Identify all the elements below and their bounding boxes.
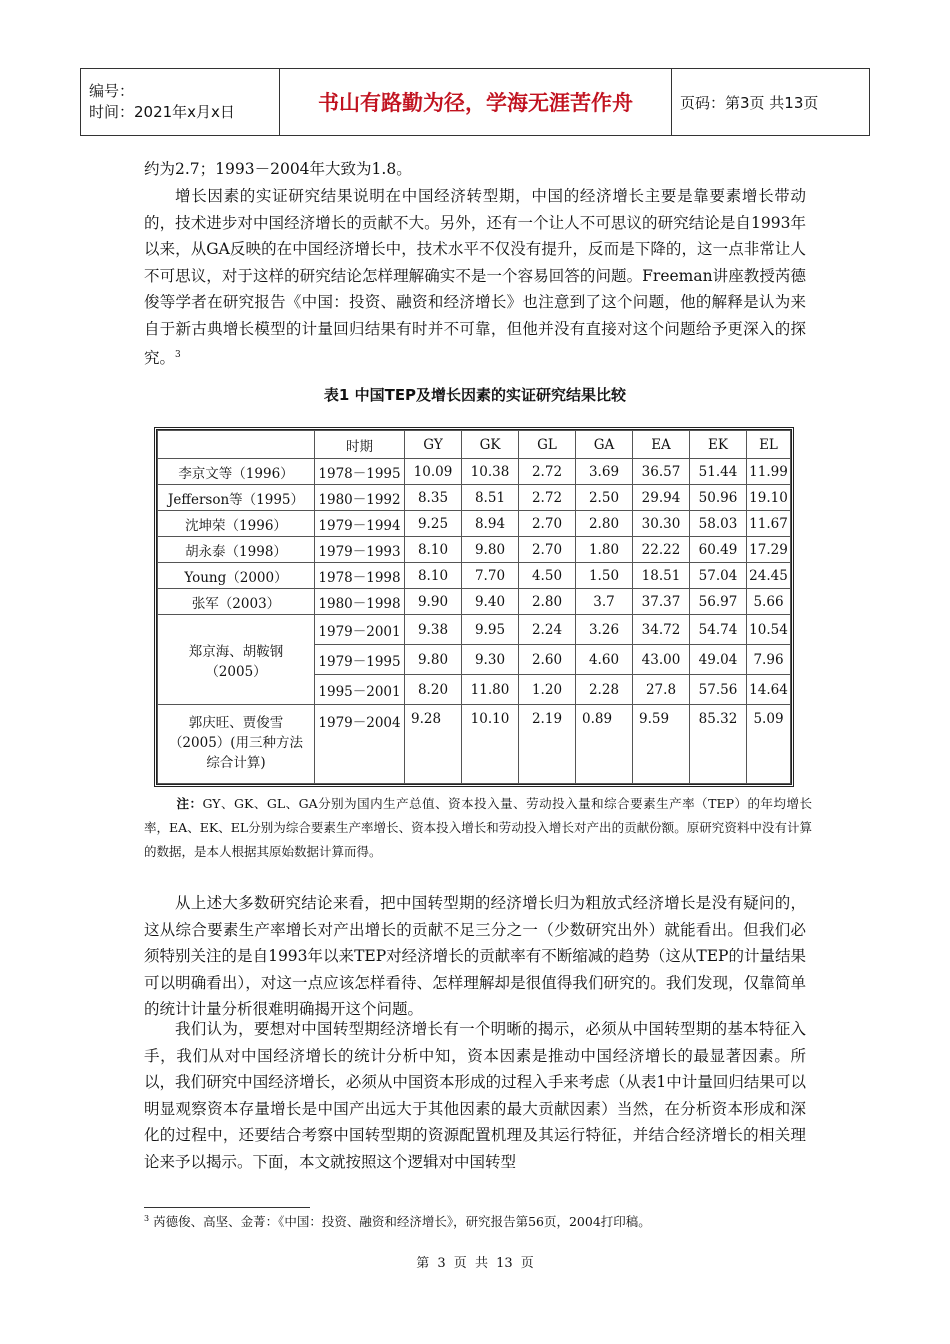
header-cell: EK xyxy=(690,431,747,459)
value-cell: 34.72 xyxy=(633,615,690,645)
value-cell: 1.50 xyxy=(576,563,633,589)
document-number-label: 编号： xyxy=(89,82,135,100)
value-cell: 8.10 xyxy=(405,537,462,563)
table-row xyxy=(158,589,791,615)
value-cell: 2.24 xyxy=(519,615,576,645)
footer-page-number: 3 xyxy=(437,1256,446,1271)
table-row xyxy=(158,563,791,589)
value-cell: 2.60 xyxy=(519,645,576,675)
author-cell: 李京文等（1996） xyxy=(158,459,315,485)
header-cell xyxy=(158,431,315,459)
author-line: 郑京海、胡鞍钢 xyxy=(188,643,284,660)
value-cell: 11.67 xyxy=(747,511,791,537)
period-cell: 1979－1994 xyxy=(315,511,405,537)
value-cell: 37.37 xyxy=(633,589,690,615)
value-cell: 4.60 xyxy=(576,645,633,675)
value-cell: 0.89 xyxy=(576,705,633,784)
table-title: 表1 中国TEP及增长因素的实证研究结果比较 xyxy=(323,386,627,404)
value-cell: 5.09 xyxy=(747,705,791,784)
value-cell: 3.7 xyxy=(576,589,633,615)
paragraph-continuation: 约为2.7；1993－2004年大致为1.8。 xyxy=(144,160,412,178)
author-cell xyxy=(158,615,315,705)
header-cell: 时期 xyxy=(315,431,405,459)
value-cell: 9.38 xyxy=(405,615,462,645)
value-cell: 9.80 xyxy=(462,537,519,563)
footnote-reference[interactable]: 3 xyxy=(175,350,181,360)
value-cell: 3.26 xyxy=(576,615,633,645)
value-cell: 51.44 xyxy=(690,459,747,485)
value-cell: 54.74 xyxy=(690,615,747,645)
author-cell: 沈坤荣（1996） xyxy=(158,511,315,537)
value-cell: 1.80 xyxy=(576,537,633,563)
value-cell: 57.56 xyxy=(690,675,747,705)
header-cell: GK xyxy=(462,431,519,459)
footer-page-word: 第 xyxy=(416,1256,430,1271)
value-cell: 9.30 xyxy=(462,645,519,675)
paragraph-growth-factors-text: 增长因素的实证研究结果说明在中国经济转型期，中国的经济增长主要是靠要素增长带动的，技术进步对中国经济增长的贡献不大。另外，还有一个让人不可思议的研究结论是自1993年以来，从GA反映的在中国经济增长中，技术水平不仅没有提升，反而是下降的，这一点非常让人不可思议，对于这样的研究结论怎样理解确实不是一个容易回答的问题。Freeman讲座教授芮德俊等学者在研究报告《中国：投资、融资和经济增长》也注意到了这个问题，他的解释是认为来自于新古典增长模型的计量回归结果有时并不可靠，但他并没有直接对这个问题给予更深入的探究。 xyxy=(144,187,806,368)
value-cell: 10.38 xyxy=(462,459,519,485)
value-cell: 43.00 xyxy=(633,645,690,675)
value-cell: 30.30 xyxy=(633,511,690,537)
author-line: （2005） xyxy=(205,663,267,680)
author-line: 郭庆旺、贾俊雪 xyxy=(188,715,284,731)
value-cell: 50.96 xyxy=(690,485,747,511)
header-left-cell xyxy=(81,69,280,136)
author-line: （2005）(用三种方法 xyxy=(168,735,304,751)
value-cell: 7.70 xyxy=(462,563,519,589)
value-cell: 9.95 xyxy=(462,615,519,645)
header-cell: EL xyxy=(747,431,791,459)
period-cell: 1979－1993 xyxy=(315,537,405,563)
results-table xyxy=(157,430,791,784)
value-cell: 14.64 xyxy=(747,675,791,705)
value-cell: 60.49 xyxy=(690,537,747,563)
value-cell: 5.66 xyxy=(747,589,791,615)
footer-total-number: 13 xyxy=(496,1256,513,1271)
value-cell: 7.96 xyxy=(747,645,791,675)
table-row xyxy=(158,459,791,485)
period-cell: 1979－2001 xyxy=(315,615,405,645)
value-cell: 2.80 xyxy=(576,511,633,537)
value-cell: 27.8 xyxy=(633,675,690,705)
value-cell: 8.94 xyxy=(462,511,519,537)
value-cell: 22.22 xyxy=(633,537,690,563)
paragraph-conclusions: 从上述大多数研究结论来看，把中国转型期的经济增长归为粗放式经济增长是没有疑问的，这从综合要素生产率增长对产出增长的贡献不足三分之一（少数研究出外）就能看出。但我们必须特别关注的是自1993年以来TEP对经济增长的贡献率有不断缩减的趋势（这从TEP的计量结果可以明确看出），对这一点应该怎样看待、怎样理解却是很值得我们研究的。我们发现，仅靠简单的统计计量分析很难明确揭开这个问题。 xyxy=(144,894,806,1018)
header-cell: GA xyxy=(576,431,633,459)
period-cell: 1978－1998 xyxy=(315,563,405,589)
value-cell: 11.99 xyxy=(747,459,791,485)
footnote-text: 芮德俊、高坚、金菁：《中国：投资、融资和经济增长》，研究报告第56页，2004打印稿。 xyxy=(149,1214,651,1229)
value-cell: 18.51 xyxy=(633,563,690,589)
document-date-label: 时间：2021年x月x日 xyxy=(89,103,235,121)
value-cell: 17.29 xyxy=(747,537,791,563)
value-cell: 29.94 xyxy=(633,485,690,511)
value-cell: 9.80 xyxy=(405,645,462,675)
page-header xyxy=(80,68,870,136)
value-cell: 9.25 xyxy=(405,511,462,537)
value-cell: 11.80 xyxy=(462,675,519,705)
value-cell: 9.40 xyxy=(462,589,519,615)
footnote-separator xyxy=(144,1207,310,1208)
value-cell: 4.50 xyxy=(519,563,576,589)
header-page-code: 页码：第3页 共13页 xyxy=(672,69,870,136)
value-cell: 10.54 xyxy=(747,615,791,645)
header-cell: GL xyxy=(519,431,576,459)
value-cell: 8.51 xyxy=(462,485,519,511)
value-cell: 10.10 xyxy=(462,705,519,784)
header-cell: EA xyxy=(633,431,690,459)
value-cell: 2.50 xyxy=(576,485,633,511)
value-cell: 24.45 xyxy=(747,563,791,589)
period-cell: 1995－2001 xyxy=(315,675,405,705)
footer-total-word: 共 xyxy=(474,1256,488,1271)
header-motto: 书山有路勤为径，学海无涯苦作舟 xyxy=(280,69,672,136)
value-cell: 1.20 xyxy=(519,675,576,705)
author-cell: Young（2000） xyxy=(158,563,315,589)
author-cell xyxy=(158,705,315,784)
value-cell: 36.57 xyxy=(633,459,690,485)
table-note-label: 注： xyxy=(176,796,203,811)
value-cell: 3.69 xyxy=(576,459,633,485)
value-cell: 2.80 xyxy=(519,589,576,615)
author-cell: 张军（2003） xyxy=(158,589,315,615)
table-row xyxy=(158,485,791,511)
table-row xyxy=(158,537,791,563)
value-cell: 2.72 xyxy=(519,485,576,511)
value-cell: 58.03 xyxy=(690,511,747,537)
author-cell: Jefferson等（1995） xyxy=(158,485,315,511)
header-cell: GY xyxy=(405,431,462,459)
table-note-text: GY、GK、GL、GA分别为国内生产总值、资本投入量、劳动投入量和综合要素生产率（TEP）的年均增长率，EA、EK、EL分别为综合要素生产率增长、资本投入增长和劳动投入增长对产出的贡献份额。原研究资料中没有计算的数据，是本人根据其原始数据计算而得。 xyxy=(144,796,812,859)
paragraph-approach: 我们认为，要想对中国转型期经济增长有一个明晰的揭示，必须从中国转型期的基本特征入手，我们从对中国经济增长的统计分析中知，资本因素是推动中国经济增长的最显著因素。所以，我们研究中国经济增长，必须从中国资本形成的过程入手来考虑（从表1中计量回归结果可以明显观察资本存量增长是中国产出远大于其他因素的最大贡献因素）当然，在分析资本形成和深化的过程中，还要结合考察中国转型期的资源配置机理及其运行特征，并结合经济增长的相关理论来予以揭示。下面，本文就按照这个逻辑对中国转型 xyxy=(144,1020,806,1171)
value-cell: 2.72 xyxy=(519,459,576,485)
value-cell: 9.90 xyxy=(405,589,462,615)
page-footer xyxy=(0,1252,950,1271)
value-cell: 9.59 xyxy=(633,705,690,784)
footnote-marker: 3 xyxy=(144,1213,150,1223)
value-cell: 19.10 xyxy=(747,485,791,511)
paragraph-growth-factors xyxy=(144,183,806,372)
footer-total-unit: 页 xyxy=(520,1256,534,1271)
period-cell: 1980－1992 xyxy=(315,485,405,511)
value-cell: 57.04 xyxy=(690,563,747,589)
value-cell: 2.70 xyxy=(519,511,576,537)
table-header-row xyxy=(158,431,791,459)
period-cell: 1978－1995 xyxy=(315,459,405,485)
value-cell: 85.32 xyxy=(690,705,747,784)
value-cell: 8.35 xyxy=(405,485,462,511)
table-note xyxy=(144,792,812,864)
footer-page-unit: 页 xyxy=(453,1256,467,1271)
footnote xyxy=(144,1212,824,1230)
value-cell: 8.20 xyxy=(405,675,462,705)
table-row xyxy=(158,511,791,537)
value-cell: 2.28 xyxy=(576,675,633,705)
value-cell: 10.09 xyxy=(405,459,462,485)
period-cell: 1979－1995 xyxy=(315,645,405,675)
value-cell: 56.97 xyxy=(690,589,747,615)
author-line: 综合计算) xyxy=(206,755,266,771)
value-cell: 9.28 xyxy=(405,705,462,784)
period-cell: 1980－1998 xyxy=(315,589,405,615)
table-row xyxy=(158,705,791,784)
value-cell: 49.04 xyxy=(690,645,747,675)
value-cell: 8.10 xyxy=(405,563,462,589)
author-cell: 胡永泰（1998） xyxy=(158,537,315,563)
table-row xyxy=(158,615,791,645)
value-cell: 2.70 xyxy=(519,537,576,563)
period-cell: 1979－2004 xyxy=(315,705,405,784)
results-table-frame xyxy=(154,427,794,787)
value-cell: 2.19 xyxy=(519,705,576,784)
